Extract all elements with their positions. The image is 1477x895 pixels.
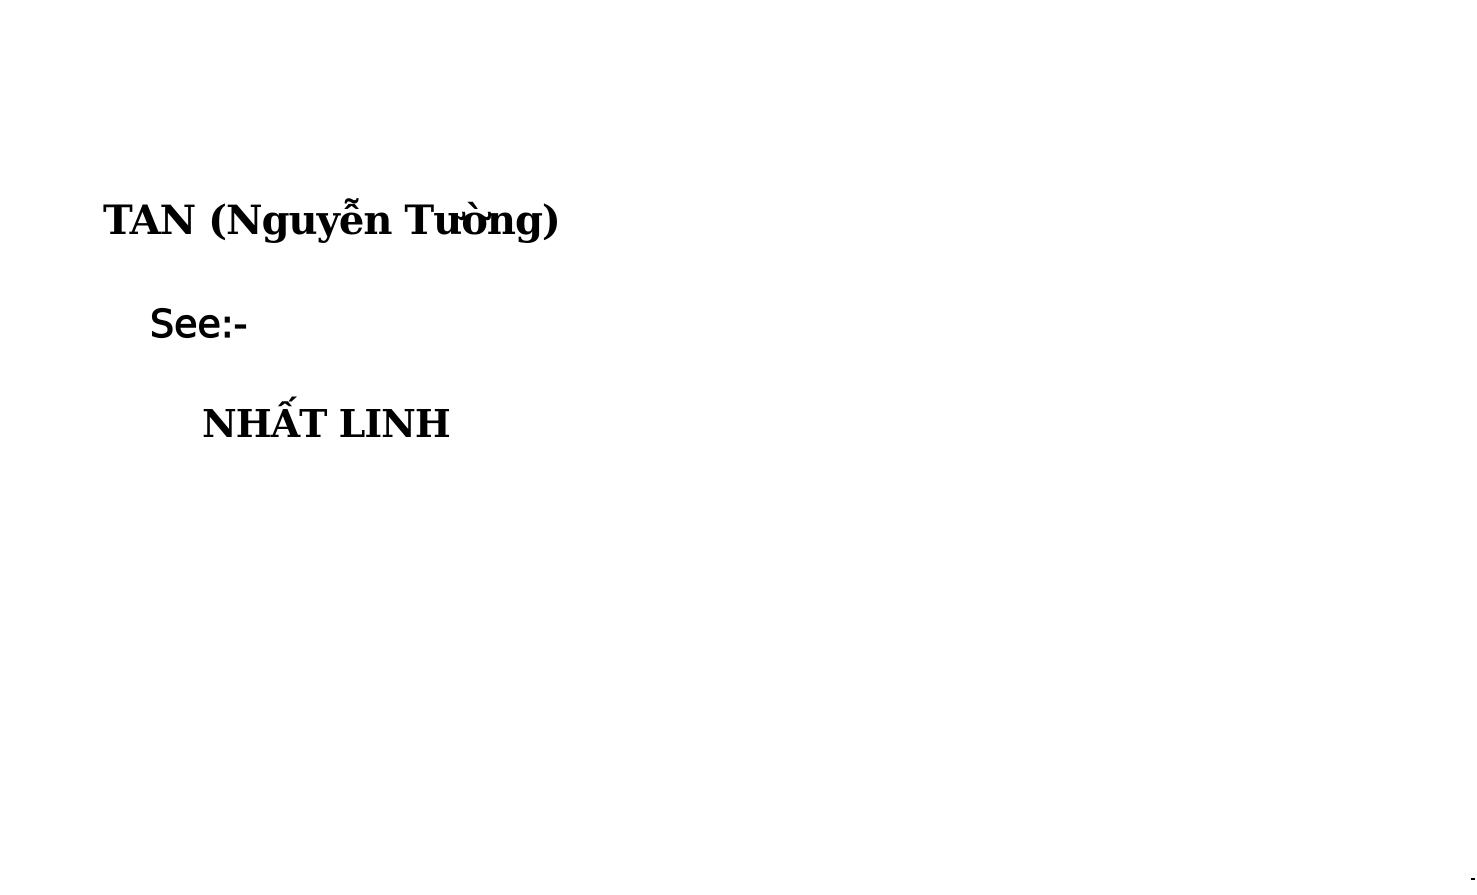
scan-speck <box>1471 878 1475 880</box>
see-reference: NHẤT LINH <box>202 401 450 446</box>
see-label: See:- <box>150 302 248 346</box>
card-heading: TAN (Nguyễn Tường) <box>103 197 560 244</box>
